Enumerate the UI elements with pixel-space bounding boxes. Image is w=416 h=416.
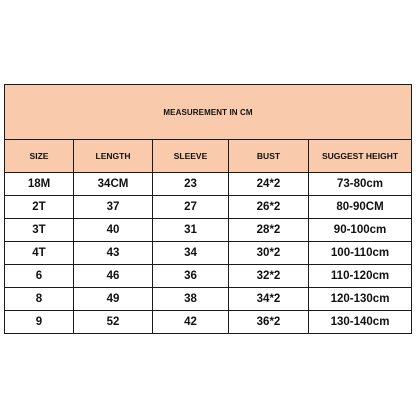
cell-suggest-height: 100-110cm (309, 242, 412, 265)
cell-length: 37 (74, 196, 153, 219)
cell-suggest-height: 80-90CM (309, 196, 412, 219)
table-row (5, 173, 412, 196)
size-chart-table (4, 84, 412, 334)
cell-suggest-height: 90-100cm (309, 219, 412, 242)
cell-suggest-height: 110-120cm (309, 265, 412, 288)
cell-bust: 24*2 (229, 173, 309, 196)
cell-suggest-height: 120-130cm (309, 288, 412, 311)
header-suggest-height: SUGGEST HEIGHT (309, 140, 412, 173)
cell-size: 6 (5, 265, 74, 288)
cell-bust: 34*2 (229, 288, 309, 311)
cell-bust: 28*2 (229, 219, 309, 242)
cell-length: 34CM (74, 173, 153, 196)
cell-sleeve: 23 (153, 173, 229, 196)
cell-length: 52 (74, 311, 153, 334)
table-row (5, 288, 412, 311)
cell-size: 2T (5, 196, 74, 219)
cell-size: 18M (5, 173, 74, 196)
cell-length: 46 (74, 265, 153, 288)
cell-size: 4T (5, 242, 74, 265)
table-title: MEASUREMENT IN CM (5, 85, 412, 140)
cell-bust: 32*2 (229, 265, 309, 288)
cell-sleeve: 27 (153, 196, 229, 219)
table-row (5, 265, 412, 288)
header-row (5, 140, 412, 173)
cell-size: 3T (5, 219, 74, 242)
cell-suggest-height: 130-140cm (309, 311, 412, 334)
cell-sleeve: 36 (153, 265, 229, 288)
table-row (5, 196, 412, 219)
cell-sleeve: 42 (153, 311, 229, 334)
cell-sleeve: 38 (153, 288, 229, 311)
cell-size: 9 (5, 311, 74, 334)
header-bust: BUST (229, 140, 309, 173)
table-row (5, 219, 412, 242)
header-size: SIZE (5, 140, 74, 173)
table-row (5, 311, 412, 334)
cell-length: 49 (74, 288, 153, 311)
cell-length: 43 (74, 242, 153, 265)
header-sleeve: SLEEVE (153, 140, 229, 173)
cell-size: 8 (5, 288, 74, 311)
cell-sleeve: 34 (153, 242, 229, 265)
cell-length: 40 (74, 219, 153, 242)
cell-bust: 30*2 (229, 242, 309, 265)
table-body (5, 173, 412, 334)
cell-bust: 26*2 (229, 196, 309, 219)
cell-bust: 36*2 (229, 311, 309, 334)
header-length: LENGTH (74, 140, 153, 173)
cell-suggest-height: 73-80cm (309, 173, 412, 196)
table-row (5, 242, 412, 265)
cell-sleeve: 31 (153, 219, 229, 242)
title-row (5, 85, 412, 140)
